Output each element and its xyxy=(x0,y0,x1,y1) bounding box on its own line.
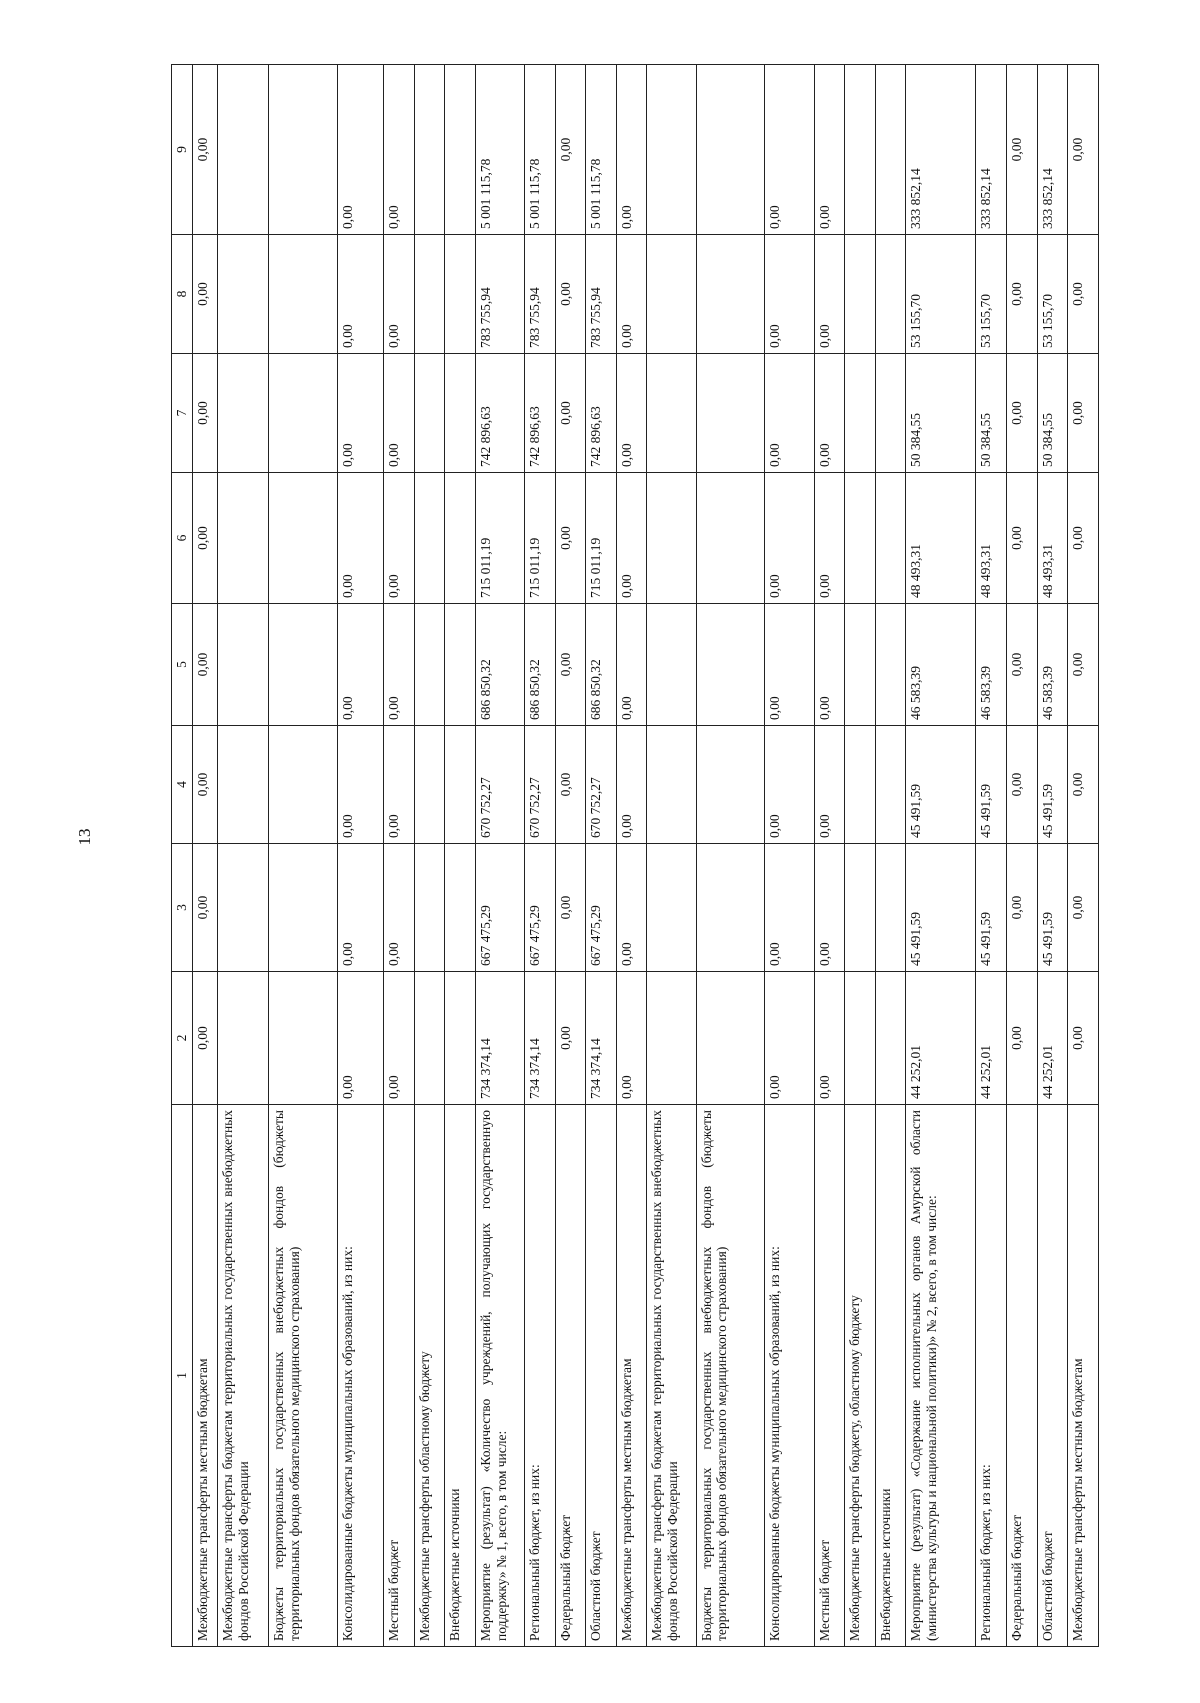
cell-value: 0,00 xyxy=(765,972,814,1105)
cell-value xyxy=(875,235,906,354)
cell-value xyxy=(445,726,476,844)
cell-value xyxy=(269,972,338,1105)
cell-value: 45 491,59 xyxy=(1037,726,1068,844)
cell-value: 783 755,94 xyxy=(475,235,524,354)
cell-value xyxy=(696,235,765,354)
cell-value: 5 001 115,78 xyxy=(525,65,556,235)
cell-value: 0,00 xyxy=(1006,235,1037,354)
column-header-6: 6 xyxy=(172,473,193,604)
cell-value xyxy=(217,473,268,604)
cell-value: 0,00 xyxy=(192,65,217,235)
cell-value xyxy=(696,726,765,844)
table-row xyxy=(765,65,814,1647)
cell-value: 0,00 xyxy=(765,473,814,604)
cell-value: 667 475,29 xyxy=(586,844,617,972)
page-number: 13 xyxy=(75,828,94,846)
cell-value xyxy=(647,65,696,235)
row-label: Межбюджетные трансферты бюджетам территориальных государственных внебюджетных фондов Российской Федерации xyxy=(217,1105,268,1647)
cell-value: 742 896,63 xyxy=(525,354,556,473)
row-label: Консолидированные бюджеты муниципальных образований, из них: xyxy=(765,1105,814,1647)
cell-value: 686 850,32 xyxy=(586,604,617,726)
cell-value: 48 493,31 xyxy=(906,473,976,604)
table-row xyxy=(1068,65,1099,1647)
cell-value: 0,00 xyxy=(616,844,647,972)
cell-value: 46 583,39 xyxy=(906,604,976,726)
column-header-3: 3 xyxy=(172,844,193,972)
cell-value: 0,00 xyxy=(616,235,647,354)
cell-value: 53 155,70 xyxy=(1037,235,1068,354)
cell-value: 686 850,32 xyxy=(525,604,556,726)
cell-value xyxy=(217,844,268,972)
cell-value: 0,00 xyxy=(338,354,384,473)
cell-value xyxy=(647,972,696,1105)
row-label: Региональный бюджет, из них: xyxy=(976,1105,1007,1647)
cell-value: 45 491,59 xyxy=(906,844,976,972)
cell-value xyxy=(445,65,476,235)
cell-value xyxy=(647,235,696,354)
cell-value: 0,00 xyxy=(1068,354,1099,473)
cell-value: 0,00 xyxy=(1006,972,1037,1105)
cell-value xyxy=(414,473,445,604)
cell-value: 0,00 xyxy=(555,354,586,473)
cell-value: 333 852,14 xyxy=(976,65,1007,235)
cell-value xyxy=(445,354,476,473)
cell-value xyxy=(845,235,876,354)
cell-value xyxy=(875,844,906,972)
row-label: Мероприятие (результат) «Содержание исполнительных органов Амурской области (министерства культуры и национальной политики)» № 2, всего, в том числе: xyxy=(906,1105,976,1647)
cell-value: 0,00 xyxy=(384,473,415,604)
cell-value xyxy=(217,726,268,844)
cell-value xyxy=(845,354,876,473)
table-row xyxy=(875,65,906,1647)
cell-value: 0,00 xyxy=(338,473,384,604)
cell-value: 0,00 xyxy=(616,65,647,235)
cell-value: 0,00 xyxy=(765,354,814,473)
cell-value: 0,00 xyxy=(384,972,415,1105)
cell-value: 0,00 xyxy=(1006,473,1037,604)
cell-value xyxy=(445,235,476,354)
cell-value: 670 752,27 xyxy=(475,726,524,844)
cell-value xyxy=(445,473,476,604)
table-row xyxy=(414,65,445,1647)
cell-value xyxy=(875,726,906,844)
cell-value: 0,00 xyxy=(555,844,586,972)
table-row xyxy=(445,65,476,1647)
column-header-7: 7 xyxy=(172,354,193,473)
cell-value: 783 755,94 xyxy=(586,235,617,354)
cell-value xyxy=(875,972,906,1105)
cell-value: 5 001 115,78 xyxy=(586,65,617,235)
cell-value: 0,00 xyxy=(1006,354,1037,473)
cell-value xyxy=(845,726,876,844)
cell-value: 0,00 xyxy=(616,972,647,1105)
cell-value xyxy=(414,65,445,235)
cell-value: 0,00 xyxy=(555,473,586,604)
row-label: Межбюджетные трансферты местным бюджетам xyxy=(616,1105,647,1647)
cell-value: 715 011,19 xyxy=(475,473,524,604)
row-label: Областной бюджет xyxy=(1037,1105,1068,1647)
cell-value: 0,00 xyxy=(555,65,586,235)
row-label: Региональный бюджет, из них: xyxy=(525,1105,556,1647)
table-row xyxy=(586,65,617,1647)
cell-value: 0,00 xyxy=(338,726,384,844)
cell-value xyxy=(845,844,876,972)
cell-value xyxy=(845,604,876,726)
cell-value: 0,00 xyxy=(765,844,814,972)
cell-value: 734 374,14 xyxy=(525,972,556,1105)
cell-value xyxy=(269,844,338,972)
table-row xyxy=(696,65,765,1647)
cell-value xyxy=(269,65,338,235)
cell-value: 670 752,27 xyxy=(525,726,556,844)
cell-value xyxy=(696,65,765,235)
cell-value xyxy=(875,604,906,726)
cell-value: 734 374,14 xyxy=(475,972,524,1105)
column-header-2: 2 xyxy=(172,972,193,1105)
cell-value xyxy=(414,972,445,1105)
cell-value: 44 252,01 xyxy=(976,972,1007,1105)
cell-value: 0,00 xyxy=(814,473,845,604)
cell-value xyxy=(696,473,765,604)
cell-value xyxy=(845,473,876,604)
row-label: Внебюджетные источники xyxy=(445,1105,476,1647)
rotated-table-wrapper xyxy=(171,65,1099,1647)
cell-value: 46 583,39 xyxy=(976,604,1007,726)
cell-value: 0,00 xyxy=(192,604,217,726)
table-row xyxy=(814,65,845,1647)
cell-value: 715 011,19 xyxy=(586,473,617,604)
cell-value xyxy=(414,235,445,354)
cell-value: 333 852,14 xyxy=(1037,65,1068,235)
cell-value: 46 583,39 xyxy=(1037,604,1068,726)
table-row xyxy=(616,65,647,1647)
cell-value: 0,00 xyxy=(384,65,415,235)
row-label: Федеральный бюджет xyxy=(555,1105,586,1647)
cell-value: 0,00 xyxy=(1068,844,1099,972)
cell-value: 0,00 xyxy=(555,726,586,844)
cell-value: 0,00 xyxy=(765,235,814,354)
table-row xyxy=(217,65,268,1647)
table-row xyxy=(647,65,696,1647)
row-label: Местный бюджет xyxy=(814,1105,845,1647)
cell-value xyxy=(269,473,338,604)
cell-value: 44 252,01 xyxy=(906,972,976,1105)
cell-value: 0,00 xyxy=(1068,726,1099,844)
cell-value: 715 011,19 xyxy=(525,473,556,604)
cell-value xyxy=(647,604,696,726)
cell-value: 45 491,59 xyxy=(1037,844,1068,972)
cell-value: 742 896,63 xyxy=(586,354,617,473)
table-body xyxy=(192,65,1098,1647)
header-row xyxy=(172,65,193,1647)
cell-value: 0,00 xyxy=(338,972,384,1105)
cell-value: 0,00 xyxy=(616,473,647,604)
cell-value: 0,00 xyxy=(765,726,814,844)
row-label: Межбюджетные трансферты областному бюджету xyxy=(414,1105,445,1647)
cell-value: 0,00 xyxy=(814,726,845,844)
cell-value: 667 475,29 xyxy=(525,844,556,972)
column-header-4: 4 xyxy=(172,726,193,844)
cell-value: 0,00 xyxy=(1006,726,1037,844)
cell-value xyxy=(414,604,445,726)
cell-value xyxy=(875,65,906,235)
cell-value: 0,00 xyxy=(1006,844,1037,972)
table-row xyxy=(475,65,524,1647)
cell-value: 45 491,59 xyxy=(906,726,976,844)
cell-value xyxy=(696,604,765,726)
cell-value: 0,00 xyxy=(384,604,415,726)
table-row xyxy=(384,65,415,1647)
table-row xyxy=(976,65,1007,1647)
cell-value: 0,00 xyxy=(192,844,217,972)
cell-value xyxy=(269,354,338,473)
cell-value xyxy=(845,972,876,1105)
cell-value xyxy=(647,473,696,604)
cell-value: 0,00 xyxy=(616,726,647,844)
cell-value: 734 374,14 xyxy=(586,972,617,1105)
cell-value: 53 155,70 xyxy=(976,235,1007,354)
cell-value: 0,00 xyxy=(338,65,384,235)
cell-value: 0,00 xyxy=(1006,604,1037,726)
cell-value: 0,00 xyxy=(616,604,647,726)
cell-value xyxy=(217,235,268,354)
cell-value: 48 493,31 xyxy=(976,473,1007,604)
column-header-5: 5 xyxy=(172,604,193,726)
table-row xyxy=(1037,65,1068,1647)
cell-value xyxy=(269,604,338,726)
cell-value xyxy=(217,354,268,473)
row-label: Федеральный бюджет xyxy=(1006,1105,1037,1647)
cell-value xyxy=(696,354,765,473)
cell-value: 0,00 xyxy=(814,604,845,726)
cell-value: 0,00 xyxy=(1068,972,1099,1105)
cell-value: 53 155,70 xyxy=(906,235,976,354)
table-row xyxy=(338,65,384,1647)
cell-value: 5 001 115,78 xyxy=(475,65,524,235)
cell-value xyxy=(696,972,765,1105)
cell-value xyxy=(875,354,906,473)
row-label: Межбюджетные трансферты местным бюджетам xyxy=(1068,1105,1099,1647)
row-label: Консолидированные бюджеты муниципальных образований, из них: xyxy=(338,1105,384,1647)
cell-value: 0,00 xyxy=(814,844,845,972)
cell-value: 0,00 xyxy=(338,235,384,354)
cell-value: 0,00 xyxy=(814,354,845,473)
cell-value xyxy=(414,726,445,844)
cell-value xyxy=(217,65,268,235)
cell-value: 783 755,94 xyxy=(525,235,556,354)
cell-value: 0,00 xyxy=(616,354,647,473)
cell-value xyxy=(445,844,476,972)
row-label: Мероприятие (результат) «Количество учреждений, получающих государственную поддержку» № 1, всего, в том числе: xyxy=(475,1105,524,1647)
cell-value: 0,00 xyxy=(1068,235,1099,354)
row-label: Межбюджетные трансферты бюджету, областному бюджету xyxy=(845,1105,876,1647)
cell-value xyxy=(269,235,338,354)
row-label: Областной бюджет xyxy=(586,1105,617,1647)
table-row xyxy=(906,65,976,1647)
column-header-8: 8 xyxy=(172,235,193,354)
cell-value: 0,00 xyxy=(192,972,217,1105)
cell-value: 0,00 xyxy=(384,844,415,972)
cell-value xyxy=(414,844,445,972)
cell-value xyxy=(647,726,696,844)
cell-value: 0,00 xyxy=(765,604,814,726)
cell-value xyxy=(696,844,765,972)
cell-value xyxy=(647,844,696,972)
cell-value: 0,00 xyxy=(192,473,217,604)
cell-value: 50 384,55 xyxy=(906,354,976,473)
cell-value: 0,00 xyxy=(555,235,586,354)
cell-value: 670 752,27 xyxy=(586,726,617,844)
cell-value: 0,00 xyxy=(384,354,415,473)
cell-value: 0,00 xyxy=(384,235,415,354)
cell-value: 333 852,14 xyxy=(906,65,976,235)
table-row xyxy=(525,65,556,1647)
cell-value: 0,00 xyxy=(338,844,384,972)
cell-value: 0,00 xyxy=(555,972,586,1105)
cell-value xyxy=(217,972,268,1105)
cell-value: 0,00 xyxy=(338,604,384,726)
cell-value: 0,00 xyxy=(1068,604,1099,726)
column-header-1: 1 xyxy=(172,1105,193,1647)
cell-value: 0,00 xyxy=(1068,473,1099,604)
cell-value: 0,00 xyxy=(192,354,217,473)
row-label: Внебюджетные источники xyxy=(875,1105,906,1647)
row-label: Местный бюджет xyxy=(384,1105,415,1647)
cell-value: 0,00 xyxy=(814,972,845,1105)
budget-table xyxy=(171,64,1099,1647)
cell-value xyxy=(647,354,696,473)
cell-value: 0,00 xyxy=(192,726,217,844)
cell-value: 0,00 xyxy=(765,65,814,235)
cell-value xyxy=(217,604,268,726)
column-header-9: 9 xyxy=(172,65,193,235)
row-label: Бюджеты территориальных государственных внебюджетных фондов (бюджеты территориальных фондов обязательного медицинского страхования) xyxy=(696,1105,765,1647)
cell-value: 667 475,29 xyxy=(475,844,524,972)
cell-value: 45 491,59 xyxy=(976,726,1007,844)
table-row xyxy=(192,65,217,1647)
cell-value: 50 384,55 xyxy=(976,354,1007,473)
cell-value xyxy=(875,473,906,604)
table-row xyxy=(269,65,338,1647)
cell-value: 44 252,01 xyxy=(1037,972,1068,1105)
cell-value: 48 493,31 xyxy=(1037,473,1068,604)
cell-value: 0,00 xyxy=(814,235,845,354)
cell-value: 0,00 xyxy=(192,235,217,354)
cell-value xyxy=(445,604,476,726)
row-label: Межбюджетные трансферты местным бюджетам xyxy=(192,1105,217,1647)
cell-value: 0,00 xyxy=(555,604,586,726)
row-label: Бюджеты территориальных государственных внебюджетных фондов (бюджеты территориальных фондов обязательного медицинского страхования) xyxy=(269,1105,338,1647)
cell-value xyxy=(445,972,476,1105)
row-label: Межбюджетные трансферты бюджетам территориальных государственных внебюджетных фондов Российской Федерации xyxy=(647,1105,696,1647)
cell-value: 50 384,55 xyxy=(1037,354,1068,473)
cell-value: 742 896,63 xyxy=(475,354,524,473)
cell-value xyxy=(269,726,338,844)
cell-value: 0,00 xyxy=(814,65,845,235)
cell-value: 0,00 xyxy=(384,726,415,844)
cell-value: 686 850,32 xyxy=(475,604,524,726)
cell-value: 0,00 xyxy=(1068,65,1099,235)
table-row xyxy=(845,65,876,1647)
cell-value xyxy=(414,354,445,473)
table-row xyxy=(555,65,586,1647)
table-row xyxy=(1006,65,1037,1647)
cell-value: 0,00 xyxy=(1006,65,1037,235)
cell-value: 45 491,59 xyxy=(976,844,1007,972)
cell-value xyxy=(845,65,876,235)
